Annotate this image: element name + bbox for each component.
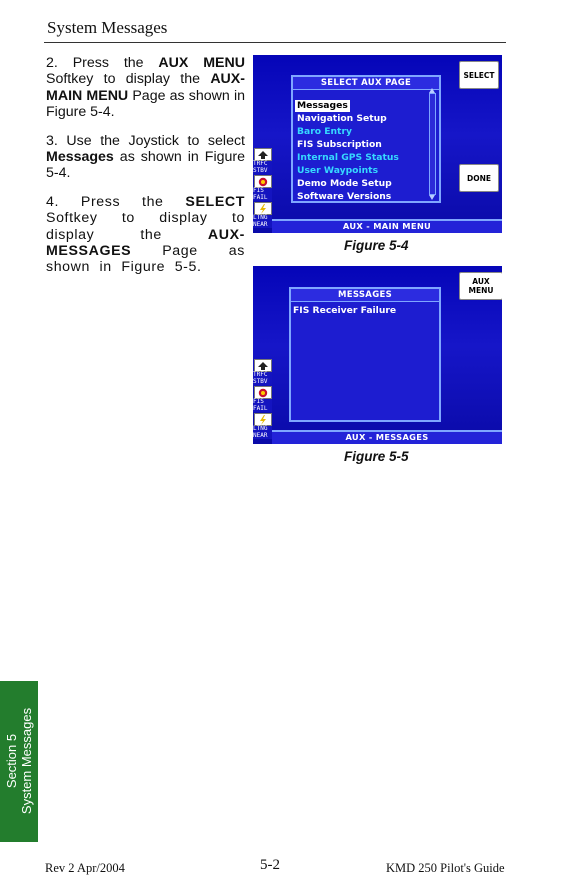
menu-item-label: User Waypoints: [297, 165, 379, 176]
step-text: Page as shown in Figure 5-4.: [46, 87, 245, 121]
scroll-down-arrow-icon: [429, 195, 435, 200]
panel-title: MESSAGES: [291, 289, 439, 302]
select-softkey[interactable]: SELECT: [459, 61, 499, 89]
menu-item-label: FIS Subscription: [297, 139, 382, 150]
menu-item-label: Navigation Setup: [297, 113, 387, 124]
aux-main-menu-screen: [253, 55, 502, 233]
figure-5-4-caption: Figure 5-4: [344, 238, 409, 253]
step-text: as shown in Figure 5-4.: [46, 149, 245, 182]
section-tab-label: [4, 708, 34, 814]
fis-fail-label: FIS FAIL: [253, 399, 272, 412]
menu-item[interactable]: [297, 132, 399, 150]
menu-item-label: Baro Entry: [297, 126, 352, 137]
guide-title: KMD 250 Pilot's Guide: [386, 861, 505, 875]
section-number: Section 5: [4, 733, 19, 789]
step-text: Softkey to display the: [46, 71, 211, 88]
figure-5-5-caption: Figure 5-5: [344, 449, 409, 464]
panel-title: SELECT AUX PAGE: [293, 77, 439, 90]
step-3: [46, 133, 245, 182]
page-number: 5-2: [260, 857, 280, 873]
trfc-stbv-label: TRFC STBV: [253, 372, 272, 385]
step-text: 2. Press the: [46, 55, 159, 71]
header-rule: [44, 42, 506, 43]
step-2: [46, 55, 245, 121]
step-emphasis: SELECT: [185, 193, 245, 210]
step-text: Softkey to display to display the: [46, 210, 245, 243]
step-emphasis: AUX MENU: [158, 55, 245, 71]
scroll-up-arrow-icon: [429, 88, 435, 93]
messages-panel: [289, 287, 441, 422]
step-emphasis: AUX-MAIN MENU: [46, 71, 245, 104]
step-emphasis: AUX-MESSAGES: [46, 226, 245, 260]
trfc-stbv-label: TRFC STBV: [253, 161, 272, 174]
step-text: Page as shown in Figure 5-5.: [46, 243, 245, 276]
select-aux-page-panel: [291, 75, 441, 203]
section-tab: [0, 681, 38, 842]
menu-item[interactable]: [297, 184, 399, 202]
step-emphasis: Messages: [46, 149, 114, 166]
aux-page-menu: [297, 93, 399, 202]
menu-item[interactable]: [297, 171, 399, 189]
menu-item[interactable]: [297, 106, 399, 124]
page-name-bar: AUX - MESSAGES: [272, 430, 502, 444]
ltng-near-label: LTNG NEAR: [253, 215, 272, 228]
menu-scrollbar[interactable]: [429, 93, 436, 195]
menu-item[interactable]: [297, 145, 399, 163]
status-column: [253, 148, 272, 233]
section-name: System Messages: [19, 707, 34, 815]
menu-item-label: Messages: [297, 100, 348, 111]
page-header-title: System Messages: [47, 18, 168, 37]
menu-item-label: Demo Mode Setup: [297, 178, 392, 189]
revision-date: Rev 2 Apr/2004: [45, 861, 125, 875]
page-name-bar: AUX - MAIN MENU: [272, 219, 502, 233]
menu-item-label: Software Versions: [297, 191, 392, 202]
aux-messages-screen: [253, 266, 502, 444]
aux-menu-softkey[interactable]: AUX MENU: [459, 272, 502, 300]
done-softkey[interactable]: DONE: [459, 164, 499, 192]
instruction-steps: [46, 55, 245, 288]
step-text: 3. Use the Joystick to select: [46, 132, 245, 149]
menu-item[interactable]: [297, 93, 399, 111]
fis-fail-label: FIS FAIL: [253, 188, 272, 201]
ltng-near-label: LTNG NEAR: [253, 426, 272, 439]
step-text: 4. Press the: [46, 193, 186, 210]
status-column: [253, 359, 272, 444]
step-4: [46, 194, 245, 276]
menu-item-label: Internal GPS Status: [297, 152, 399, 163]
message-item: FIS Receiver Failure: [293, 305, 397, 316]
